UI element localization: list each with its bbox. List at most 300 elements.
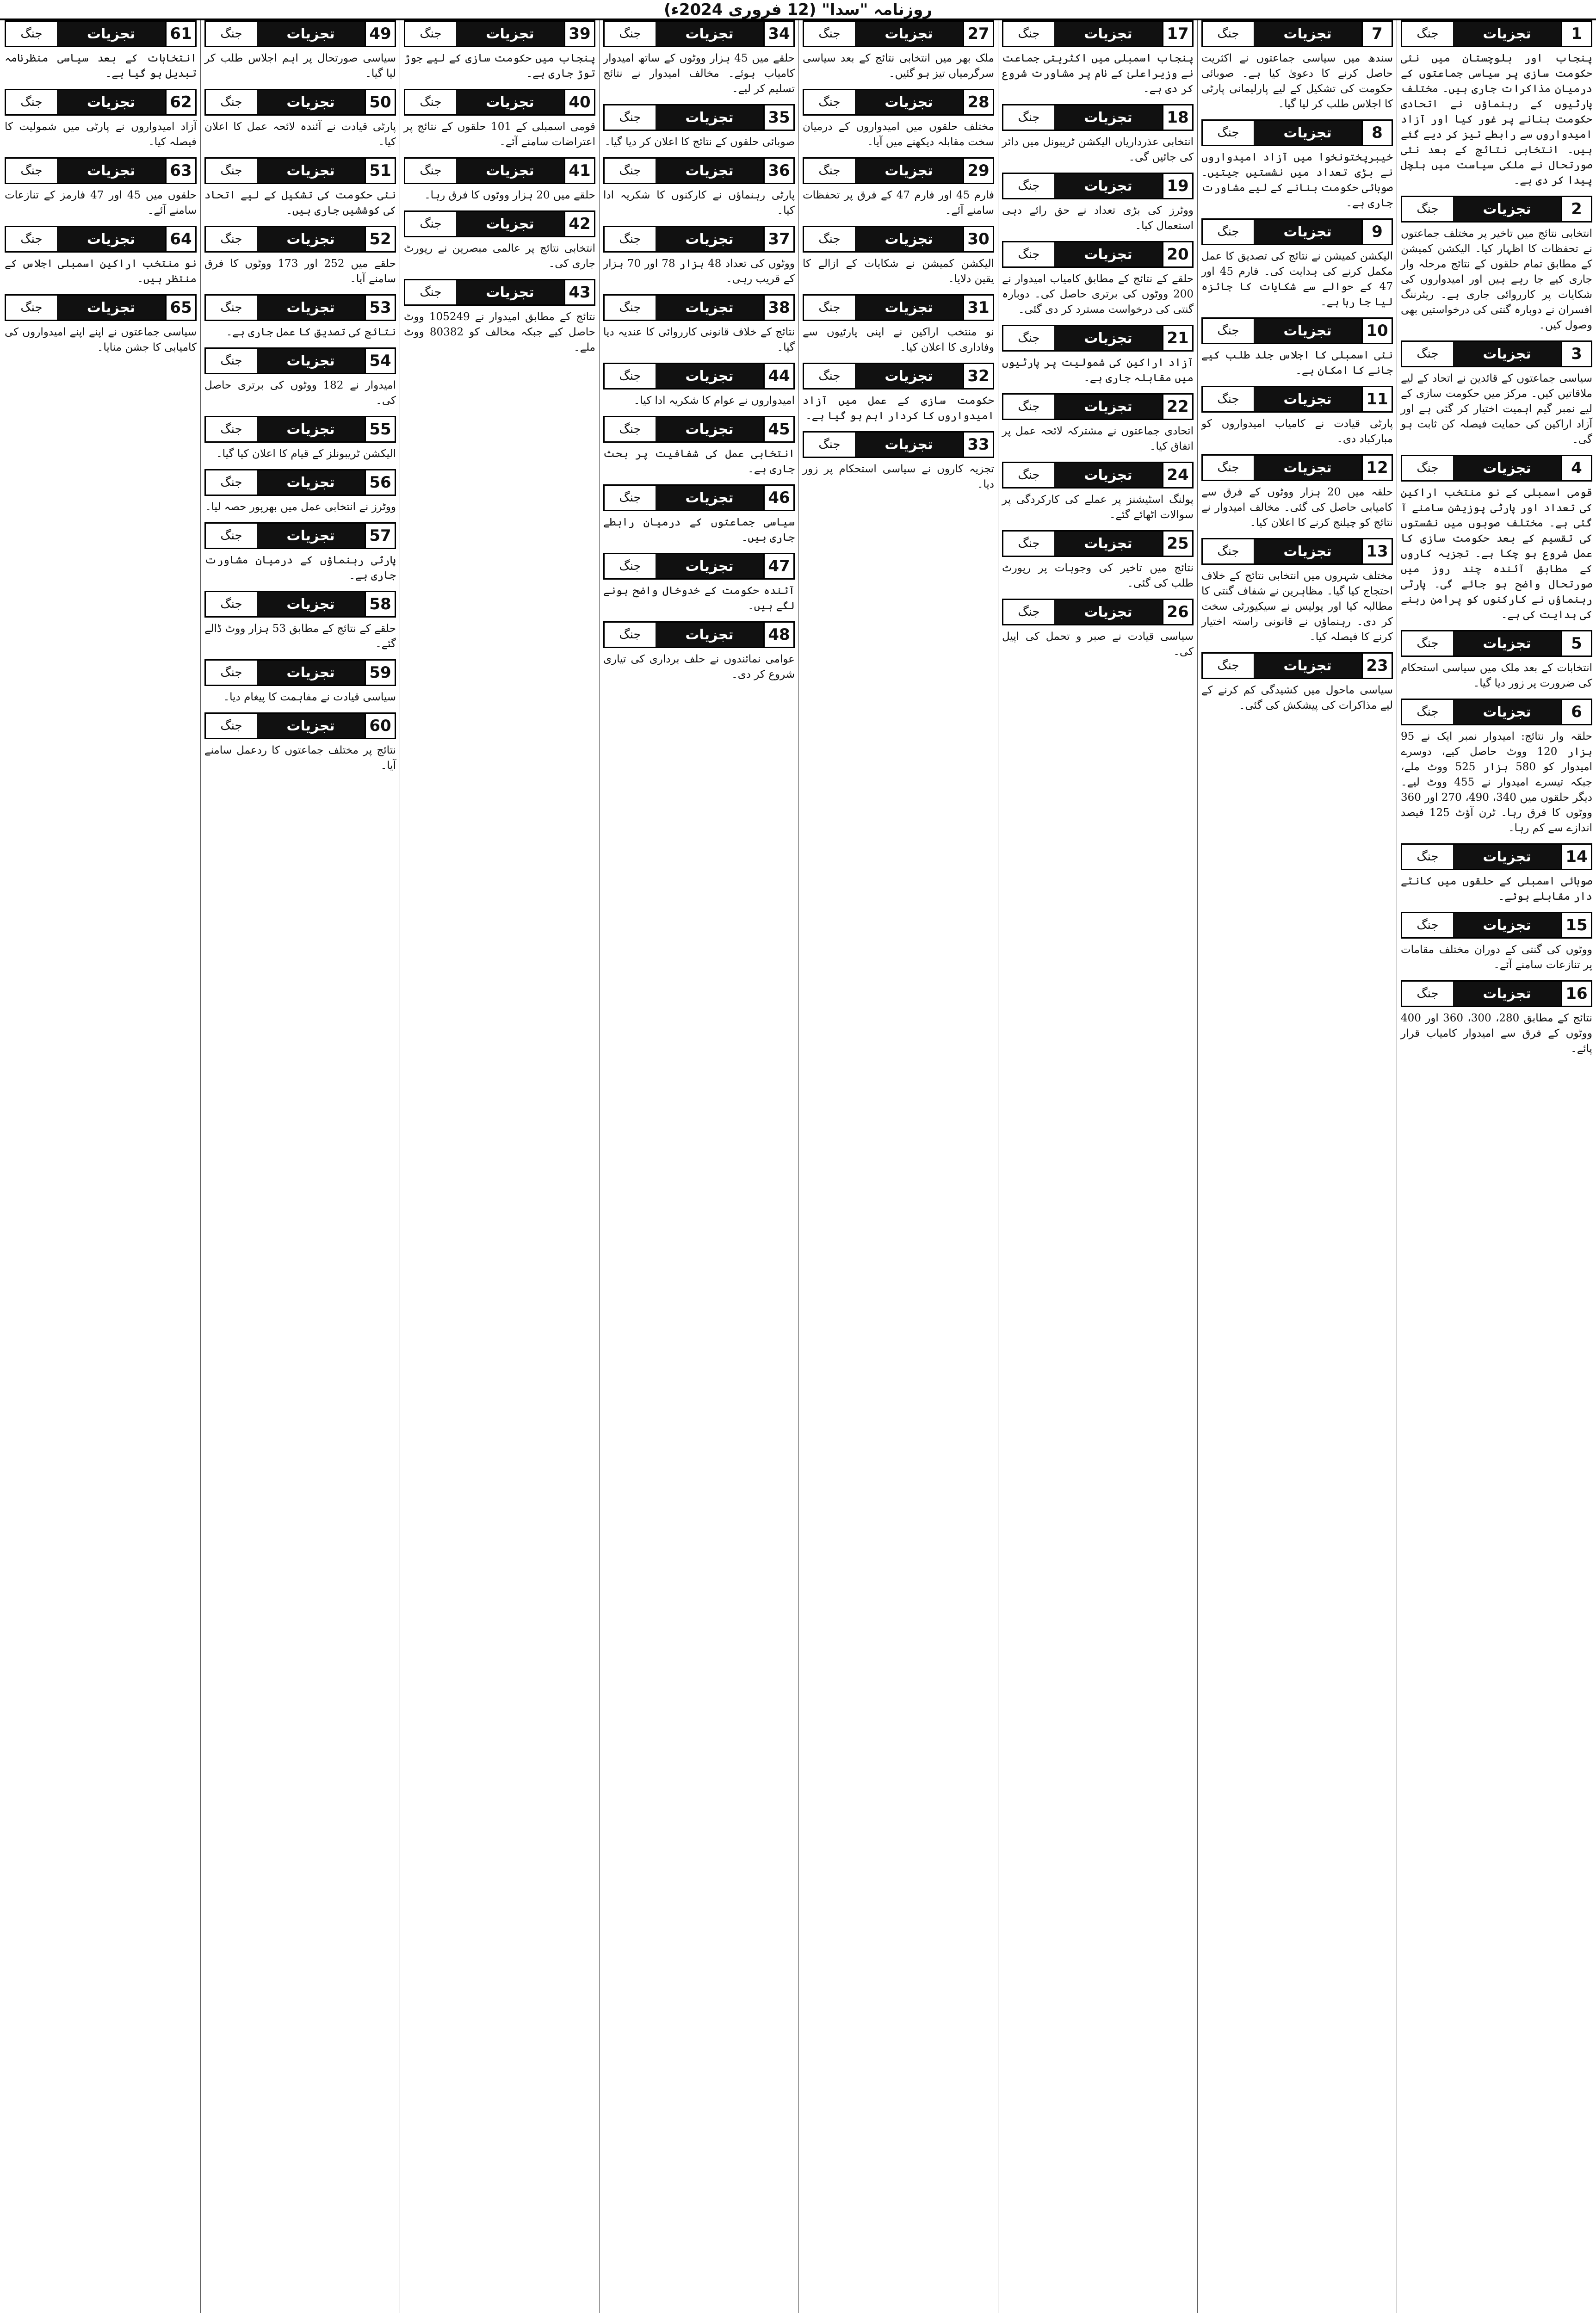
- column-7: [200, 20, 400, 2313]
- article-section-label: تجزیات: [257, 227, 365, 251]
- article-body: پارٹی رہنماؤں کے درمیان مشاورت جاری ہے۔: [204, 554, 396, 581]
- article-body: پنجاب اور بلوچستان میں نئی حکومت سازی پر سیاسی جماعتوں کے درمیان مذاکرات جاری ہیں۔ مختلف پارٹیوں کے رہنماؤں نے اتحادی حکومت بنانے پر غور کیا اور آزاد امیدواروں سے رابطے تیز کر دیے گئے ہیں۔ انتخابی نتائج کے بعد نئی صورتحال نے ملکی سیاست میں ہلچل پیدا کر دی ہے۔: [1401, 52, 1592, 186]
- article-section-label: تجزیات: [1054, 532, 1162, 556]
- article-block: [204, 157, 396, 218]
- article-body: انتخابی نتائج پر عالمی مبصرین نے رپورٹ جاری کی۔: [404, 242, 595, 270]
- article-section-label: تجزیات: [257, 349, 365, 373]
- article-number: 58: [365, 592, 395, 616]
- article-block: [803, 89, 994, 150]
- article-source-tag: جنگ: [1003, 463, 1054, 487]
- article-body: اتحادی جماعتوں نے مشترکہ لائحہ عمل پر اتفاق کیا۔: [1002, 425, 1194, 452]
- article-number: 65: [165, 296, 195, 320]
- article-section-label: تجزیات: [456, 280, 564, 304]
- article-body: نتائج کے خلاف قانونی کارروائی کا عندیہ دیا گیا۔: [603, 326, 795, 353]
- article-number: 14: [1561, 845, 1591, 869]
- article-section-label: تجزیات: [1054, 22, 1162, 46]
- article-section-label: تجزیات: [57, 296, 165, 320]
- article-block: [1401, 340, 1592, 447]
- article-block: [204, 294, 396, 340]
- article-block: [1201, 386, 1393, 447]
- article-block: [1002, 173, 1194, 234]
- article-header: [1002, 20, 1194, 47]
- article-section-label: تجزیات: [855, 364, 963, 388]
- article-header: [1002, 173, 1194, 199]
- article-body: ووٹرز کی بڑی تعداد نے حق رائے دہی استعمال کیا۔: [1002, 204, 1194, 232]
- article-block: [603, 294, 795, 355]
- article-header: [1401, 20, 1592, 47]
- article-block: [404, 20, 595, 81]
- article-number: 28: [963, 90, 993, 114]
- article-section-label: تجزیات: [257, 592, 365, 616]
- article-source-tag: جنگ: [6, 296, 57, 320]
- article-section-label: تجزیات: [1453, 631, 1561, 656]
- article-number: 47: [763, 554, 793, 578]
- article-block: [603, 226, 795, 287]
- article-header: [204, 591, 396, 618]
- article-source-tag: جنگ: [206, 159, 257, 183]
- article-section-label: تجزیات: [1453, 22, 1561, 46]
- article-body: سیاسی جماعتوں کے درمیان رابطے جاری ہیں۔: [603, 516, 795, 544]
- article-body: سیاسی جماعتوں نے اپنے اپنے امیدواروں کی کامیابی کا جشن منایا۔: [5, 326, 197, 353]
- article-block: [603, 484, 795, 545]
- article-body: حلقے کے نتائج کے مطابق کامیاب امیدوار نے 200 ووٹوں کی برتری حاصل کی۔ دوبارہ گنتی کی درخواست مسترد کر دی گئی۔: [1002, 273, 1194, 315]
- article-source-tag: جنگ: [206, 90, 257, 114]
- article-source-tag: جنگ: [605, 554, 656, 578]
- article-header: [204, 416, 396, 443]
- article-body: ووٹرز نے انتخابی عمل میں بھرپور حصہ لیا۔: [205, 501, 396, 513]
- article-source-tag: جنگ: [804, 364, 855, 388]
- article-body: قومی اسمبلی کے 101 حلقوں کے نتائج پر اعتراضات سامنے آئے۔: [404, 121, 595, 148]
- article-body: آئندہ حکومت کے خدوخال واضح ہونے لگے ہیں۔: [603, 585, 795, 612]
- article-block: [5, 89, 197, 150]
- article-block: [803, 294, 994, 355]
- article-number: 36: [763, 159, 793, 183]
- article-block: [204, 712, 396, 773]
- article-source-tag: جنگ: [6, 159, 57, 183]
- article-body: پارٹی رہنماؤں نے کارکنوں کا شکریہ ادا کیا۔: [603, 189, 795, 216]
- article-source-tag: جنگ: [206, 661, 257, 685]
- article-header: [204, 712, 396, 739]
- article-section-label: تجزیات: [456, 159, 564, 183]
- article-source-tag: جنگ: [605, 105, 656, 130]
- article-source-tag: جنگ: [804, 433, 855, 457]
- article-body: نو منتخب اراکین اسمبلی اجلاس کے منتظر ہیں۔: [5, 258, 197, 285]
- columns-container: [0, 20, 1596, 2313]
- article-block: [1201, 538, 1393, 645]
- article-header: [1201, 652, 1393, 679]
- article-section-label: تجزیات: [456, 90, 564, 114]
- article-number: 48: [763, 623, 793, 647]
- article-source-tag: جنگ: [6, 90, 57, 114]
- article-section-label: تجزیات: [257, 90, 365, 114]
- article-source-tag: جنگ: [605, 364, 656, 388]
- article-body: حلقے میں 20 ہزار ووٹوں کا فرق رہا۔: [424, 189, 595, 201]
- article-number: 33: [963, 433, 993, 457]
- article-source-tag: جنگ: [1402, 456, 1453, 480]
- article-header: [1401, 912, 1592, 939]
- article-block: [1201, 454, 1393, 531]
- article-header: [404, 89, 595, 116]
- article-source-tag: جنگ: [1402, 22, 1453, 46]
- article-body: نتائج کے مطابق امیدوار نے 105249 ووٹ حاصل کیے جبکہ مخالف کو 80382 ووٹ ملے۔: [404, 311, 595, 353]
- article-body: انتخابی عمل کی شفافیت پر بحث جاری ہے۔: [603, 448, 795, 475]
- article-number: 42: [564, 212, 594, 236]
- article-source-tag: جنگ: [206, 296, 257, 320]
- article-section-label: تجزیات: [1254, 220, 1361, 244]
- article-body: پارٹی قیادت نے کامیاب امیدواروں کو مبارکباد دی۔: [1201, 418, 1393, 445]
- article-source-tag: جنگ: [6, 22, 57, 46]
- article-block: [204, 469, 396, 515]
- article-source-tag: جنگ: [605, 486, 656, 510]
- article-header: [204, 294, 396, 321]
- article-number: 15: [1561, 913, 1591, 937]
- article-source-tag: جنگ: [1402, 700, 1453, 724]
- article-number: 59: [365, 661, 395, 685]
- article-block: [603, 363, 795, 408]
- article-number: 17: [1162, 22, 1192, 46]
- article-block: [603, 157, 795, 218]
- article-number: 40: [564, 90, 594, 114]
- article-number: 9: [1361, 220, 1392, 244]
- article-header: [1002, 599, 1194, 625]
- article-header: [1002, 241, 1194, 268]
- article-number: 61: [165, 22, 195, 46]
- article-header: [1401, 843, 1592, 870]
- article-body: نئی حکومت کی تشکیل کے لیے اتحاد کی کوششیں جاری ہیں۔: [204, 189, 396, 216]
- article-header: [803, 431, 994, 458]
- article-header: [204, 469, 396, 496]
- article-header: [1401, 980, 1592, 1007]
- article-header: [1002, 104, 1194, 131]
- article-number: 52: [365, 227, 395, 251]
- article-source-tag: جنگ: [1203, 387, 1254, 411]
- article-body: الیکشن کمیشن نے شکایات کے ازالے کا یقین دلایا۔: [803, 258, 994, 285]
- article-body: عوامی نمائندوں نے حلف برداری کی تیاری شروع کر دی۔: [603, 653, 795, 680]
- article-source-tag: جنگ: [206, 417, 257, 441]
- article-block: [803, 157, 994, 218]
- article-body: انتخابات کے بعد ملک میں سیاسی استحکام کی ضرورت پر زور دیا گیا۔: [1401, 662, 1592, 689]
- article-section-label: تجزیات: [855, 90, 963, 114]
- article-source-tag: جنگ: [405, 22, 456, 46]
- article-header: [5, 226, 197, 253]
- article-number: 34: [763, 22, 793, 46]
- column-8: [1, 20, 200, 2313]
- article-number: 4: [1561, 456, 1591, 480]
- article-section-label: تجزیات: [656, 296, 763, 320]
- article-number: 23: [1361, 654, 1392, 678]
- article-body: مختلف حلقوں میں امیدواروں کے درمیان سخت مقابلہ دیکھنے میں آیا۔: [803, 121, 994, 148]
- article-source-tag: جنگ: [804, 22, 855, 46]
- article-header: [603, 416, 795, 443]
- article-source-tag: جنگ: [206, 22, 257, 46]
- article-block: [1002, 599, 1194, 660]
- article-number: 32: [963, 364, 993, 388]
- article-number: 2: [1561, 197, 1591, 221]
- article-section-label: تجزیات: [456, 212, 564, 236]
- article-block: [1401, 843, 1592, 904]
- article-block: [1002, 20, 1194, 97]
- article-body: پنجاب اسمبلی میں اکثریتی جماعت نے وزیراعلیٰ کے نام پر مشاورت شروع کر دی ہے۔: [1002, 52, 1194, 95]
- article-section-label: تجزیات: [656, 22, 763, 46]
- article-block: [603, 20, 795, 97]
- article-body: خیبرپختونخوا میں آزاد امیدواروں نے بڑی تعداد میں نشستیں جیتیں۔ صوبائی حکومت بنانے کے لیے مشاورت جاری ہے۔: [1201, 151, 1393, 209]
- article-source-tag: جنگ: [206, 714, 257, 738]
- article-source-tag: جنگ: [1402, 913, 1453, 937]
- article-source-tag: جنگ: [605, 227, 656, 251]
- article-body: سیاسی قیادت نے مفاہمت کا پیغام دیا۔: [223, 691, 396, 703]
- article-header: [1201, 454, 1393, 481]
- article-body: حلقہ میں 20 ہزار ووٹوں کے فرق سے کامیابی حاصل کی گئی۔ مخالف امیدوار نے نتائج کو چیلنج کرنے کا اعلان کیا۔: [1201, 486, 1393, 529]
- article-source-tag: جنگ: [1003, 395, 1054, 419]
- column-4: [798, 20, 998, 2313]
- article-header: [1401, 630, 1592, 657]
- article-number: 25: [1162, 532, 1192, 556]
- article-source-tag: جنگ: [1003, 174, 1054, 198]
- column-3: [998, 20, 1197, 2313]
- article-header: [204, 20, 396, 47]
- article-source-tag: جنگ: [206, 592, 257, 616]
- article-section-label: تجزیات: [855, 296, 963, 320]
- article-number: 45: [763, 417, 793, 441]
- article-block: [204, 347, 396, 408]
- article-source-tag: جنگ: [1203, 121, 1254, 145]
- article-number: 11: [1361, 387, 1392, 411]
- article-section-label: تجزیات: [1054, 242, 1162, 266]
- article-block: [1401, 20, 1592, 188]
- article-number: 38: [763, 296, 793, 320]
- article-body: نو منتخب اراکین نے اپنی پارٹیوں سے وفاداری کا اعلان کیا۔: [803, 326, 994, 353]
- article-block: [1401, 912, 1592, 973]
- article-body: حلقے کے نتائج کے مطابق 53 ہزار ووٹ ڈالے گئے۔: [204, 623, 396, 650]
- article-header: [803, 226, 994, 253]
- article-section-label: تجزیات: [1453, 913, 1561, 937]
- article-source-tag: جنگ: [804, 159, 855, 183]
- article-header: [5, 157, 197, 184]
- article-source-tag: جنگ: [1203, 456, 1254, 480]
- article-header: [1401, 699, 1592, 725]
- article-block: [803, 226, 994, 287]
- article-block: [1002, 104, 1194, 165]
- article-block: [204, 416, 396, 462]
- article-number: 46: [763, 486, 793, 510]
- article-section-label: تجزیات: [1254, 121, 1361, 145]
- article-source-tag: جنگ: [1003, 105, 1054, 130]
- article-header: [1401, 340, 1592, 367]
- article-block: [1201, 317, 1393, 378]
- article-body: فارم 45 اور فارم 47 کے فرق پر تحفظات سامنے آئے۔: [803, 189, 994, 216]
- article-header: [803, 157, 994, 184]
- article-section-label: تجزیات: [257, 417, 365, 441]
- article-block: [1002, 325, 1194, 386]
- article-body: نتائج میں تاخیر کی وجوہات پر رپورٹ طلب کی گئی۔: [1002, 562, 1194, 589]
- article-number: 60: [365, 714, 395, 738]
- article-section-label: تجزیات: [656, 227, 763, 251]
- article-source-tag: جنگ: [405, 280, 456, 304]
- article-number: 54: [365, 349, 395, 373]
- article-body: ملک بھر میں انتخابی نتائج کے بعد سیاسی سرگرمیاں تیز ہو گئیں۔: [803, 52, 994, 80]
- article-number: 31: [963, 296, 993, 320]
- article-body: انتخابی عذرداریاں الیکشن ٹریبونل میں دائر کی جائیں گی۔: [1002, 136, 1194, 163]
- article-body: قومی اسمبلی کے نو منتخب اراکین کی تعداد اور پارٹی پوزیشن سامنے آ گئی ہے۔ مختلف صوبوں میں نشستوں کی تقسیم کے بعد حکومت سازی کا عمل شروع ہو چکا ہے۔ تجزیہ کاروں کے مطابق آئندہ چند روز میں صورتحال واضح ہو جائے گی۔ پارٹی رہنماؤں نے کارکنوں کو پرامن رہنے کی ہدایت کی ہے۔: [1401, 487, 1592, 621]
- article-block: [204, 522, 396, 583]
- article-header: [603, 104, 795, 131]
- article-header: [803, 89, 994, 116]
- article-block: [1201, 652, 1393, 713]
- article-body: سندھ میں سیاسی جماعتوں نے اکثریت حاصل کرنے کا دعویٰ کیا ہے۔ صوبائی حکومت کی تشکیل کے لیے پارلیمانی پارٹی کا اجلاس طلب کر لیا گیا۔: [1201, 52, 1393, 110]
- article-header: [404, 210, 595, 237]
- article-number: 18: [1162, 105, 1192, 130]
- article-block: [1401, 980, 1592, 1057]
- article-number: 64: [165, 227, 195, 251]
- article-section-label: تجزیات: [1254, 387, 1361, 411]
- article-header: [603, 20, 795, 47]
- article-section-label: تجزیات: [1054, 600, 1162, 624]
- article-section-label: تجزیات: [656, 159, 763, 183]
- article-header: [603, 484, 795, 511]
- article-body: صوبائی حلقوں کے نتائج کا اعلان کر دیا گیا۔: [604, 136, 795, 148]
- article-body: سیاسی صورتحال پر اہم اجلاس طلب کر لیا گیا۔: [204, 52, 396, 80]
- article-number: 49: [365, 22, 395, 46]
- article-section-label: تجزیات: [57, 90, 165, 114]
- article-number: 56: [365, 470, 395, 495]
- article-source-tag: جنگ: [605, 159, 656, 183]
- article-number: 26: [1162, 600, 1192, 624]
- article-block: [204, 89, 396, 150]
- article-source-tag: جنگ: [1203, 539, 1254, 563]
- article-body: انتخابی نتائج میں تاخیر پر مختلف جماعتوں نے تحفظات کا اظہار کیا۔ الیکشن کمیشن کے مطابق تمام حلقوں کے نتائج مرحلہ وار جاری کیے جا رہے ہیں اور امیدواروں کی شکایات پر کارروائی جاری ہے۔ ریٹرننگ افسران نے دوبارہ گنتی کی درخواستیں بھی وصول کیں۔: [1401, 228, 1592, 331]
- article-header: [603, 621, 795, 648]
- article-section-label: تجزیات: [855, 159, 963, 183]
- masthead-text: روزنامہ "سدا" (12 فروری 2024ء): [663, 0, 932, 19]
- article-header: [5, 20, 197, 47]
- article-source-tag: جنگ: [1402, 197, 1453, 221]
- article-number: 57: [365, 524, 395, 548]
- article-body: الیکشن ٹریبونلز کے قیام کا اعلان کیا گیا۔: [216, 448, 396, 460]
- article-header: [1401, 196, 1592, 223]
- article-section-label: تجزیات: [1254, 654, 1361, 678]
- article-source-tag: جنگ: [206, 349, 257, 373]
- article-header: [1201, 317, 1393, 344]
- article-section-label: تجزیات: [257, 22, 365, 46]
- article-source-tag: جنگ: [1203, 654, 1254, 678]
- article-header: [1201, 20, 1393, 47]
- article-body: حلقہ وار نتائج: امیدوار نمبر ایک نے 95 ہزار 120 ووٹ حاصل کیے، دوسرے امیدوار کو 580 ہزار 525 ووٹ ملے، جبکہ تیسرے امیدوار نے 455 ووٹ لیے۔ دیگر حلقوں میں 340، 490، 270 اور 360 ووٹوں کا فرق رہا۔ ٹرن آؤٹ 125 فیصد اندازے سے کم رہا۔: [1401, 730, 1593, 834]
- article-block: [1201, 119, 1393, 211]
- article-block: [204, 20, 396, 81]
- article-source-tag: جنگ: [206, 524, 257, 548]
- article-block: [603, 621, 795, 682]
- article-section-label: تجزیات: [855, 227, 963, 251]
- article-source-tag: جنگ: [1003, 532, 1054, 556]
- article-header: [1201, 538, 1393, 565]
- article-number: 10: [1361, 319, 1392, 343]
- article-source-tag: جنگ: [1003, 22, 1054, 46]
- article-header: [603, 226, 795, 253]
- article-body: نتائج کے مطابق 280، 300، 360 اور 400 ووٹوں کے فرق سے امیدوار کامیاب قرار پائے۔: [1401, 1012, 1593, 1055]
- article-number: 13: [1361, 539, 1392, 563]
- article-source-tag: جنگ: [605, 22, 656, 46]
- article-number: 7: [1361, 22, 1392, 46]
- article-source-tag: جنگ: [1402, 845, 1453, 869]
- article-block: [603, 416, 795, 477]
- article-header: [803, 294, 994, 321]
- article-section-label: تجزیات: [57, 22, 165, 46]
- article-header: [1401, 455, 1592, 482]
- article-section-label: تجزیات: [1453, 845, 1561, 869]
- article-header: [204, 226, 396, 253]
- article-body: حلقے میں 45 ہزار ووٹوں کے ساتھ امیدوار کامیاب ہوئے۔ مخالف امیدوار نے نتائج تسلیم کر لیے۔: [603, 52, 795, 95]
- article-header: [204, 89, 396, 116]
- article-source-tag: جنگ: [1402, 631, 1453, 656]
- article-block: [204, 226, 396, 287]
- article-section-label: تجزیات: [1453, 342, 1561, 366]
- article-number: 41: [564, 159, 594, 183]
- article-block: [404, 279, 595, 355]
- article-number: 19: [1162, 174, 1192, 198]
- article-section-label: تجزیات: [57, 227, 165, 251]
- column-6: [400, 20, 599, 2313]
- article-number: 27: [963, 22, 993, 46]
- article-header: [404, 157, 595, 184]
- article-block: [204, 591, 396, 652]
- article-body: پنجاب میں حکومت سازی کے لیے جوڑ توڑ جاری ہے۔: [404, 52, 595, 80]
- article-section-label: تجزیات: [1054, 105, 1162, 130]
- article-header: [803, 363, 994, 390]
- article-source-tag: جنگ: [605, 417, 656, 441]
- article-body: حلقوں میں 45 اور 47 فارمز کے تنازعات سامنے آئے۔: [5, 189, 197, 216]
- article-body: ووٹوں کی تعداد 48 ہزار 78 اور 70 ہزار کے قریب رہی۔: [603, 258, 795, 285]
- article-section-label: تجزیات: [1453, 700, 1561, 724]
- article-body: امیدواروں نے عوام کا شکریہ ادا کیا۔: [633, 395, 795, 407]
- article-body: آزاد امیدواروں نے پارٹی میں شمولیت کا فیصلہ کیا۔: [5, 121, 197, 148]
- article-source-tag: جنگ: [206, 227, 257, 251]
- article-section-label: تجزیات: [1254, 539, 1361, 563]
- article-number: 43: [564, 280, 594, 304]
- article-block: [5, 226, 197, 287]
- article-body: سیاسی قیادت نے صبر و تحمل کی اپیل کی۔: [1002, 631, 1194, 658]
- article-source-tag: جنگ: [1003, 600, 1054, 624]
- article-header: [404, 20, 595, 47]
- article-section-label: تجزیات: [1254, 319, 1361, 343]
- article-section-label: تجزیات: [257, 470, 365, 495]
- article-source-tag: جنگ: [1402, 982, 1453, 1006]
- article-number: 39: [564, 22, 594, 46]
- article-source-tag: جنگ: [1003, 242, 1054, 266]
- article-section-label: تجزیات: [1453, 982, 1561, 1006]
- article-section-label: تجزیات: [855, 433, 963, 457]
- article-section-label: تجزیات: [257, 661, 365, 685]
- article-body: پارٹی قیادت نے آئندہ لائحہ عمل کا اعلان کیا۔: [204, 121, 396, 148]
- article-number: 1: [1561, 22, 1591, 46]
- article-source-tag: جنگ: [804, 227, 855, 251]
- article-number: 51: [365, 159, 395, 183]
- article-body: پولنگ اسٹیشنز پر عملے کی کارکردگی پر سوالات اٹھائے گئے۔: [1002, 494, 1194, 521]
- article-number: 55: [365, 417, 395, 441]
- article-number: 22: [1162, 395, 1192, 419]
- article-section-label: تجزیات: [1453, 456, 1561, 480]
- article-block: [1401, 455, 1592, 623]
- article-body: مختلف شہروں میں انتخابی نتائج کے خلاف احتجاج کیا گیا۔ مظاہرین نے شفاف گنتی کا مطالبہ کیا اور پولیس نے سیکیورٹی سخت کر دی۔ رہنماؤں نے قانونی راستہ اختیار کرنے کا فیصلہ کیا۔: [1201, 570, 1393, 643]
- article-header: [603, 553, 795, 580]
- article-source-tag: جنگ: [405, 212, 456, 236]
- article-number: 63: [165, 159, 195, 183]
- article-block: [1201, 218, 1393, 310]
- article-number: 16: [1561, 982, 1591, 1006]
- article-block: [1201, 20, 1393, 112]
- column-1: [1397, 20, 1596, 2313]
- article-header: [204, 347, 396, 374]
- article-body: حکومت سازی کے عمل میں آزاد امیدواروں کا کردار اہم ہو گیا ہے۔: [803, 395, 994, 422]
